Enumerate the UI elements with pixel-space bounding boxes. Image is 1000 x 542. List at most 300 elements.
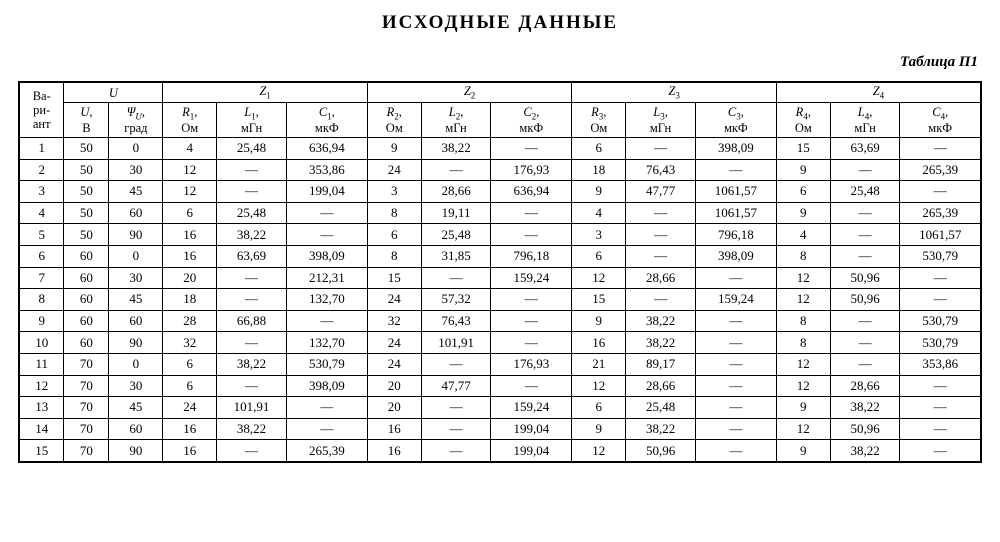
table-cell: 12 (776, 353, 830, 375)
subheader-sym-12: L (857, 104, 865, 119)
table-cell: — (695, 159, 776, 181)
table-cell: 20 (367, 375, 421, 397)
table-cell: 30 (109, 375, 163, 397)
table-cell: — (491, 138, 572, 160)
subheader-unit-9: мГн (649, 121, 672, 136)
table-cell: 50,96 (830, 418, 900, 440)
table-cell: 45 (109, 397, 163, 419)
table-cell: 8 (776, 332, 830, 354)
table-cell: 15 (367, 267, 421, 289)
table-cell: — (491, 289, 572, 311)
table-cell: 176,93 (491, 159, 572, 181)
table-row (19, 397, 981, 419)
subheader-cell-8: $R_3$, Ом (572, 103, 626, 138)
table-cell: — (900, 418, 981, 440)
table-cell: 6 (163, 375, 217, 397)
table-row (19, 202, 981, 224)
table-cell: 50 (64, 138, 109, 160)
table-cell: 636,94 (286, 138, 367, 160)
table-cell: — (900, 138, 981, 160)
table-cell: — (626, 224, 696, 246)
table-cell: 38,22 (626, 332, 696, 354)
subheader-sym-10: C (727, 104, 737, 119)
table-group-header-row (19, 82, 981, 103)
table-cell: 70 (64, 397, 109, 419)
table-cell-variant: 10 (19, 332, 64, 354)
table-cell: 101,91 (217, 397, 287, 419)
table-cell: 0 (109, 353, 163, 375)
table-cell: 70 (64, 418, 109, 440)
subheader-sub-3: 1 (251, 111, 256, 122)
subheader-unit-13: мкФ (928, 121, 953, 136)
table-cell: 45 (109, 181, 163, 203)
table-cell: 0 (109, 245, 163, 267)
table-cell: 47,77 (421, 375, 491, 397)
table-cell: 6 (776, 181, 830, 203)
table-cell: 30 (109, 267, 163, 289)
subheader-cell-13: $C_4$, мкФ (900, 103, 981, 138)
table-cell: 6 (572, 138, 626, 160)
table-cell: 265,39 (900, 159, 981, 181)
table-cell: 50,96 (626, 440, 696, 462)
subheader-sub-9: 3 (660, 111, 665, 122)
table-cell: — (830, 202, 900, 224)
table-cell: 796,18 (695, 224, 776, 246)
table-cell: 9 (776, 159, 830, 181)
table-cell: 32 (367, 310, 421, 332)
table-cell: — (217, 440, 287, 462)
table-cell: 530,79 (900, 332, 981, 354)
table-cell: 12 (572, 267, 626, 289)
subheader-sub-1: U (135, 111, 142, 122)
table-row (19, 138, 981, 160)
subheader-cell-3: $L_1$, мГн (217, 103, 287, 138)
table-row (19, 353, 981, 375)
table-cell: — (421, 397, 491, 419)
subheader-sub-5: 2 (394, 111, 399, 122)
table-cell-variant: 4 (19, 202, 64, 224)
subheader-sym-13: C (932, 104, 941, 119)
table-cell: 25,48 (626, 397, 696, 419)
table-row (19, 440, 981, 462)
table-cell: — (626, 245, 696, 267)
table-cell: — (695, 375, 776, 397)
table-cell: — (217, 159, 287, 181)
group-label-z4-sub: 4 (879, 90, 885, 101)
subheader-sym-7: C (523, 104, 532, 119)
subheader-unit-2: Ом (181, 121, 199, 136)
subheader-cell-10: $C_3$, мкФ (695, 103, 776, 138)
table-cell: 530,79 (900, 310, 981, 332)
table-cell: 12 (776, 418, 830, 440)
header-group-u (64, 82, 163, 103)
table-cell: 90 (109, 332, 163, 354)
table-cell: 63,69 (830, 138, 900, 160)
table-row (19, 159, 981, 181)
table-cell: 16 (367, 418, 421, 440)
table-cell: — (286, 418, 367, 440)
subheader-sub-7: 2 (531, 111, 537, 122)
subheader-sym-4: C (318, 104, 328, 119)
table-cell: 50,96 (830, 267, 900, 289)
table-cell: — (830, 159, 900, 181)
table-cell: — (421, 353, 491, 375)
subheader-sym-1: Ψ (126, 104, 136, 119)
table-cell: 398,09 (286, 245, 367, 267)
table-cell: 28,66 (421, 181, 491, 203)
table-cell: 3 (367, 181, 421, 203)
table-cell: 70 (64, 375, 109, 397)
table-cell: 60 (109, 202, 163, 224)
table-cell: 530,79 (900, 245, 981, 267)
table-cell: 24 (367, 332, 421, 354)
table-cell: 4 (572, 202, 626, 224)
table-cell: 60 (64, 332, 109, 354)
table-cell: 16 (367, 440, 421, 462)
table-cell: 28 (163, 310, 217, 332)
table-cell: — (286, 224, 367, 246)
table-cell: 12 (163, 159, 217, 181)
table-cell: 1061,57 (695, 202, 776, 224)
table-cell: 60 (64, 267, 109, 289)
subheader-unit-3: мГн (240, 121, 263, 136)
table-cell: 38,22 (626, 310, 696, 332)
subheader-sub-13: 4 (940, 111, 946, 122)
table-cell: 101,91 (421, 332, 491, 354)
table-cell: 28,66 (626, 375, 696, 397)
subheader-cell-2: $R_1$, Ом (163, 103, 217, 138)
table-header (19, 82, 981, 138)
page-title: ИСХОДНЫЕ ДАННЫЕ (381, 12, 619, 33)
table-cell: 50 (64, 181, 109, 203)
subheader-cell-4: $C_1$, мкФ (286, 103, 367, 138)
subheader-unit-11: Ом (794, 121, 812, 136)
variant-label-line2: ри- (33, 103, 51, 117)
table-cell: 60 (109, 310, 163, 332)
table-cell-variant: 9 (19, 310, 64, 332)
table-cell-variant: 13 (19, 397, 64, 419)
table-cell-variant: 2 (19, 159, 64, 181)
table-cell: 50 (64, 202, 109, 224)
source-data-table (18, 81, 982, 463)
table-row (19, 245, 981, 267)
header-group-z3 (572, 82, 777, 103)
subheader-cell-6: $L_2$, мГн (421, 103, 491, 138)
header-cell-variant (19, 82, 64, 138)
table-cell: 176,93 (491, 353, 572, 375)
table-cell: — (491, 224, 572, 246)
table-cell: — (217, 289, 287, 311)
table-cell-variant: 6 (19, 245, 64, 267)
subheader-sym-9: L (653, 104, 661, 119)
table-cell: 70 (64, 440, 109, 462)
table-cell: 9 (572, 310, 626, 332)
table-cell: — (695, 440, 776, 462)
subheader-sub-6: 2 (455, 111, 461, 122)
table-cell: 66,88 (217, 310, 287, 332)
table-cell: — (900, 289, 981, 311)
table-cell: 50 (64, 224, 109, 246)
table-cell: 353,86 (286, 159, 367, 181)
table-cell-variant: 12 (19, 375, 64, 397)
table-cell: 16 (163, 245, 217, 267)
table-cell: 9 (776, 397, 830, 419)
table-cell: 6 (163, 202, 217, 224)
table-cell: 60 (64, 310, 109, 332)
table-subheader-row (19, 103, 981, 138)
subheader-cell-11: $R_4$, Ом (776, 103, 830, 138)
table-body (19, 138, 981, 462)
table-row (19, 332, 981, 354)
table-cell: 15 (572, 289, 626, 311)
table-cell: 15 (776, 138, 830, 160)
table-cell: — (830, 332, 900, 354)
table-cell: 21 (572, 353, 626, 375)
table-cell-variant: 15 (19, 440, 64, 462)
subheader-cell-12: $L_4$, мГн (830, 103, 900, 138)
table-cell: 212,31 (286, 267, 367, 289)
table-cell: — (830, 224, 900, 246)
table-cell: 60 (109, 418, 163, 440)
table-cell: 12 (163, 181, 217, 203)
table-cell: — (695, 353, 776, 375)
table-row (19, 224, 981, 246)
table-cell: 60 (64, 245, 109, 267)
table-cell: 18 (572, 159, 626, 181)
table-cell: 25,48 (830, 181, 900, 203)
table-caption: Таблица П1 (899, 54, 978, 70)
table-cell: 20 (367, 397, 421, 419)
table-cell-variant: 3 (19, 181, 64, 203)
subheader-sym-6: L (448, 104, 456, 119)
table-row (19, 375, 981, 397)
table-cell: 8 (776, 245, 830, 267)
table-cell: 89,17 (626, 353, 696, 375)
variant-label-line1: Ва- (32, 89, 51, 103)
table-row (19, 289, 981, 311)
table-cell: — (900, 375, 981, 397)
table-cell: 28,66 (830, 375, 900, 397)
table-cell: 38,22 (421, 138, 491, 160)
table-cell: 18 (163, 289, 217, 311)
table-cell: 530,79 (286, 353, 367, 375)
table-cell: — (491, 202, 572, 224)
table-cell: — (626, 289, 696, 311)
table-cell: 63,69 (217, 245, 287, 267)
table-cell: — (286, 202, 367, 224)
group-label-z4: Z (872, 84, 880, 99)
subheader-unit-6: мГн (445, 121, 467, 136)
subheader-sym-8: R (591, 104, 599, 119)
table-cell: 4 (163, 138, 217, 160)
table-cell: 9 (367, 138, 421, 160)
table-cell: 47,77 (626, 181, 696, 203)
subheader-unit-5: Ом (385, 121, 403, 136)
table-cell: 6 (572, 245, 626, 267)
table-cell: 199,04 (491, 440, 572, 462)
table-cell: — (900, 397, 981, 419)
table-cell: 24 (163, 397, 217, 419)
table-cell: — (421, 418, 491, 440)
subheader-cell-1: $\Psi_U$, град (109, 103, 163, 138)
subheader-sub-11: 4 (803, 111, 808, 122)
subheader-unit-4: мкФ (314, 121, 339, 136)
table-cell: 24 (367, 289, 421, 311)
table-cell: — (491, 310, 572, 332)
table-cell: 8 (367, 202, 421, 224)
table-cell: 45 (109, 289, 163, 311)
table-cell: 50,96 (830, 289, 900, 311)
table-cell: 25,48 (217, 138, 287, 160)
table-cell: 0 (109, 138, 163, 160)
table-row (19, 267, 981, 289)
table-cell: 6 (163, 353, 217, 375)
group-label-z1-sub: 1 (266, 90, 271, 101)
table-cell: — (286, 397, 367, 419)
table-cell: 12 (572, 440, 626, 462)
table-cell: — (626, 202, 696, 224)
group-label-z2-sub: 2 (470, 90, 476, 101)
table-cell: — (286, 310, 367, 332)
table-cell: — (217, 375, 287, 397)
subheader-cell-5: $R_2$, Ом (367, 103, 421, 138)
table-cell: — (695, 310, 776, 332)
table-cell: 1061,57 (900, 224, 981, 246)
table-cell: 24 (367, 159, 421, 181)
table-cell: 796,18 (491, 245, 572, 267)
subheader-unit-1: град (124, 121, 148, 136)
table-cell: 1061,57 (695, 181, 776, 203)
table-cell: — (695, 397, 776, 419)
table-cell: 132,70 (286, 289, 367, 311)
table-cell: 9 (776, 440, 830, 462)
subheader-cell-0: U, В (64, 103, 109, 138)
table-cell: 8 (367, 245, 421, 267)
table-cell: 12 (572, 375, 626, 397)
subheader-unit-8: Ом (590, 121, 608, 136)
table-cell: — (830, 353, 900, 375)
subheader-sub-12: 4 (864, 111, 870, 122)
subheader-cell-9: $L_3$, мГн (626, 103, 696, 138)
table-cell: 199,04 (286, 181, 367, 203)
subheader-unit-12: мГн (854, 121, 876, 136)
table-cell: — (421, 159, 491, 181)
table-cell: 76,43 (421, 310, 491, 332)
table-cell: 38,22 (830, 440, 900, 462)
table-cell: 9 (572, 181, 626, 203)
table-cell-variant: 14 (19, 418, 64, 440)
table-container (18, 81, 982, 463)
table-row (19, 181, 981, 203)
table-cell-variant: 1 (19, 138, 64, 160)
subheader-cell-7: $C_2$, мкФ (491, 103, 572, 138)
table-cell: 3 (572, 224, 626, 246)
table-cell: 6 (367, 224, 421, 246)
table-cell: 38,22 (217, 418, 287, 440)
table-cell: 31,85 (421, 245, 491, 267)
table-cell: 38,22 (830, 397, 900, 419)
table-cell: 159,24 (491, 267, 572, 289)
table-cell: 38,22 (626, 418, 696, 440)
subheader-sym-3: L (244, 104, 252, 119)
table-cell: — (900, 181, 981, 203)
subheader-unit-0: В (82, 121, 91, 136)
table-cell: 76,43 (626, 159, 696, 181)
subheader-sub-2: 1 (189, 111, 195, 122)
table-cell: — (217, 332, 287, 354)
table-cell: 132,70 (286, 332, 367, 354)
table-cell: 24 (367, 353, 421, 375)
subheader-unit-7: мкФ (519, 121, 544, 136)
table-cell: — (217, 267, 287, 289)
group-label-z3-sub: 3 (675, 90, 680, 101)
table-cell: — (900, 440, 981, 462)
table-cell: 265,39 (900, 202, 981, 224)
table-cell: 8 (776, 310, 830, 332)
table-cell: 20 (163, 267, 217, 289)
table-cell: 6 (572, 397, 626, 419)
group-label-z2: Z (463, 84, 471, 99)
table-cell: — (626, 138, 696, 160)
table-cell: 9 (572, 418, 626, 440)
table-row (19, 310, 981, 332)
document-page (0, 12, 1000, 542)
subheader-sym-0: U (80, 104, 90, 119)
table-cell: 265,39 (286, 440, 367, 462)
table-cell: 159,24 (491, 397, 572, 419)
table-cell: — (695, 267, 776, 289)
table-cell: 25,48 (421, 224, 491, 246)
table-cell: 353,86 (900, 353, 981, 375)
table-cell: 90 (109, 440, 163, 462)
table-cell: 9 (776, 202, 830, 224)
table-cell: 28,66 (626, 267, 696, 289)
table-cell-variant: 5 (19, 224, 64, 246)
table-cell: 70 (64, 353, 109, 375)
table-cell: — (695, 332, 776, 354)
table-cell: 57,32 (421, 289, 491, 311)
table-cell: — (217, 181, 287, 203)
table-cell: 16 (163, 418, 217, 440)
table-cell: 16 (163, 224, 217, 246)
header-group-z2 (367, 82, 572, 103)
subheader-sub-8: 3 (598, 111, 604, 122)
header-group-z4 (776, 82, 981, 103)
table-cell: — (421, 440, 491, 462)
table-cell: 30 (109, 159, 163, 181)
table-cell: 32 (163, 332, 217, 354)
table-row (19, 418, 981, 440)
table-cell: 90 (109, 224, 163, 246)
table-cell: 38,22 (217, 353, 287, 375)
table-cell: 25,48 (217, 202, 287, 224)
table-cell: 4 (776, 224, 830, 246)
table-cell: — (830, 245, 900, 267)
table-cell: — (830, 310, 900, 332)
table-cell: 50 (64, 159, 109, 181)
table-cell: — (900, 267, 981, 289)
table-cell: — (421, 267, 491, 289)
subheader-sub-10: 3 (736, 111, 741, 122)
table-cell: 16 (572, 332, 626, 354)
table-cell: 19,11 (421, 202, 491, 224)
table-cell: 12 (776, 267, 830, 289)
subheader-sub-4: 1 (327, 111, 332, 122)
table-cell: — (695, 418, 776, 440)
table-cell-variant: 11 (19, 353, 64, 375)
subheader-unit-10: мкФ (723, 121, 748, 136)
table-cell: 636,94 (491, 181, 572, 203)
